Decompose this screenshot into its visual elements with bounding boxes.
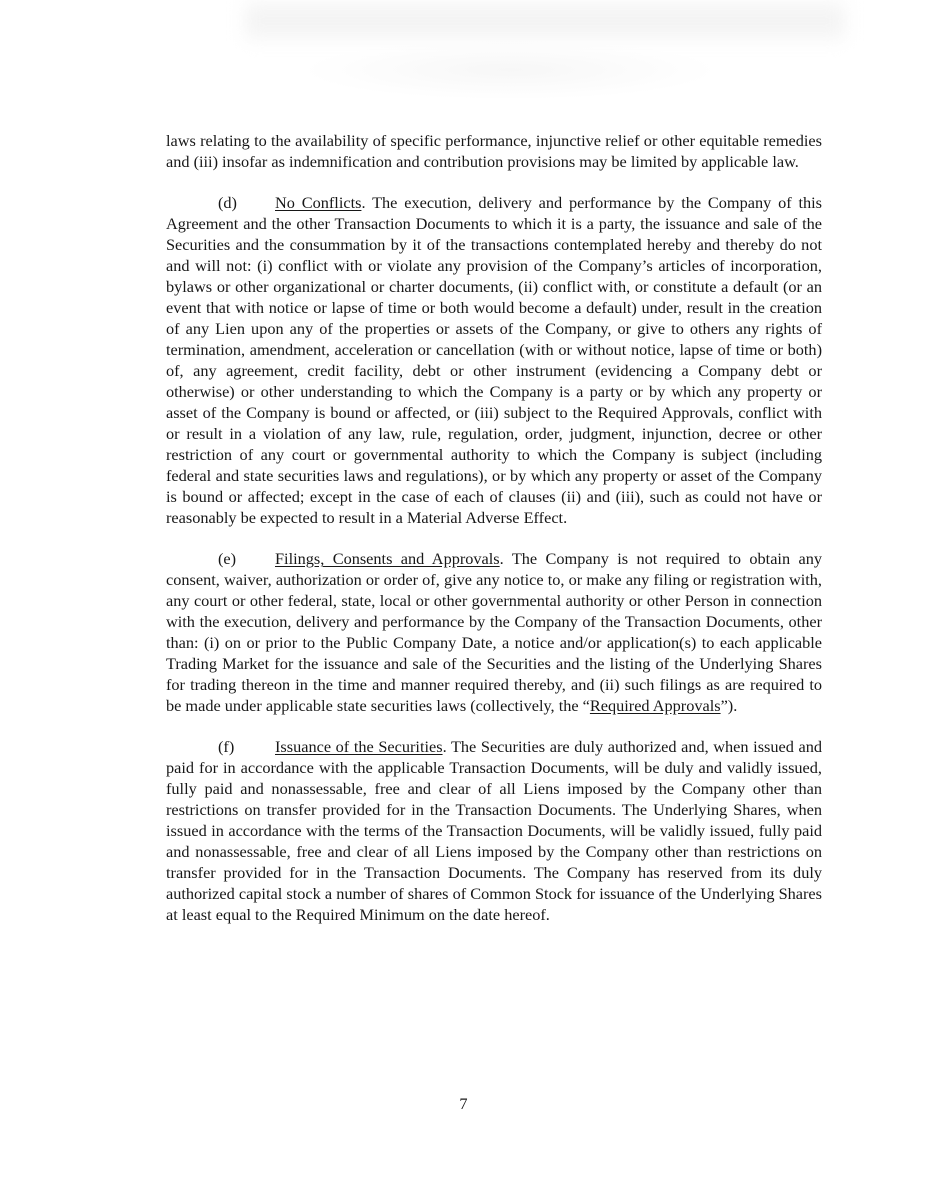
paragraph-f bbox=[166, 736, 822, 925]
paragraph-e-heading: Filings, Consents and Approvals bbox=[275, 549, 500, 568]
paragraph-continuation-text: laws relating to the availability of specific performance, injunctive relief or other equitable remedies and (iii) insofar as indemnification and contribution provisions may be limited by applicable law. bbox=[166, 131, 822, 171]
paragraph-e-body-post: ”). bbox=[720, 696, 738, 715]
scan-artifact-top bbox=[245, 4, 845, 38]
paragraph-e-heading-period: . bbox=[499, 549, 504, 568]
paragraph-e bbox=[166, 548, 822, 716]
page-number: 7 bbox=[459, 1094, 468, 1113]
paragraph-d-heading-period: . bbox=[361, 193, 366, 212]
paragraph-d-body: The execution, delivery and performance by the Company of this Agreement and the other Transaction Documents to which it is a party, the issuance and sale of the Securities and the consummation by it of the transactions contemplated hereby and thereby do not and will not: (i) conflict with or violate any provision of the Company’s articles of incorporation, bylaws or other organizational or charter documents, (ii) conflict with, or constitute a default (or an event that with notice or lapse of time or both would become a default) under, result in the creation of any Lien upon any of the properties or assets of the Company, or give to others any rights of termination, amendment, acceleration or cancellation (with or without notice, lapse of time or both) of, any agreement, credit facility, debt or other instrument (evidencing a Company debt or otherwise) or other understanding to which the Company is a party or by which any property or asset of the Company is bound or affected, or (iii) subject to the Required Approvals, conflict with or result in a violation of any law, rule, regulation, order, judgment, injunction, decree or other restriction of any court or governmental authority to which the Company is subject (including federal and state securities laws and regulations), or by which any property or asset of the Company is bound or affected; except in the case of each of clauses (ii) and (iii), such as could not have or reasonably be expected to result in a Material Adverse Effect. bbox=[166, 193, 823, 527]
paragraph-e-body-pre: The Company is not required to obtain any consent, waiver, authorization or order of, give any notice to, or make any filing or registration with, any court or other federal, state, local or other governmental authority or other Person in connection with the execution, delivery and performance by the Company of the Transaction Documents, other than: (i) on or prior to the Public Company Date, a notice and/or application(s) to each applicable Trading Market for the issuance and sale of the Securities and the listing of the Underlying Shares for trading thereon in the time and manner required thereby, and (ii) such filings as are required to be made under applicable state securities laws (collectively, the “ bbox=[166, 549, 822, 715]
scan-artifact-mid bbox=[300, 40, 720, 100]
document-body bbox=[166, 130, 822, 925]
paragraph-continuation bbox=[166, 130, 822, 172]
paragraph-e-label: (e) bbox=[218, 549, 237, 568]
paragraph-d bbox=[166, 192, 822, 528]
paragraph-d-heading: No Conflicts bbox=[275, 193, 362, 212]
paragraph-f-body: The Securities are duly authorized and, when issued and paid for in accordance with the applicable Transaction Documents, will be duly and validly issued, fully paid and nonassessable, free and clear of all Liens imposed by the Company other than restrictions on transfer provided for in the Transaction Documents. The Underlying Shares, when issued in accordance with the terms of the Transaction Documents, will be validly issued, fully paid and nonassessable, free and clear of all Liens imposed by the Company other than restrictions on transfer provided for in the Transaction Documents. The Company has reserved from its duly authorized capital stock a number of shares of Common Stock for issuance of the Underlying Shares at least equal to the Required Minimum on the date hereof. bbox=[166, 737, 822, 924]
paragraph-f-heading-period: . bbox=[442, 737, 447, 756]
paragraph-d-label: (d) bbox=[218, 193, 237, 212]
paragraph-e-defined-term: Required Approvals bbox=[589, 696, 721, 715]
paragraph-f-heading: Issuance of the Securities bbox=[275, 737, 443, 756]
paragraph-f-label: (f) bbox=[218, 737, 235, 756]
